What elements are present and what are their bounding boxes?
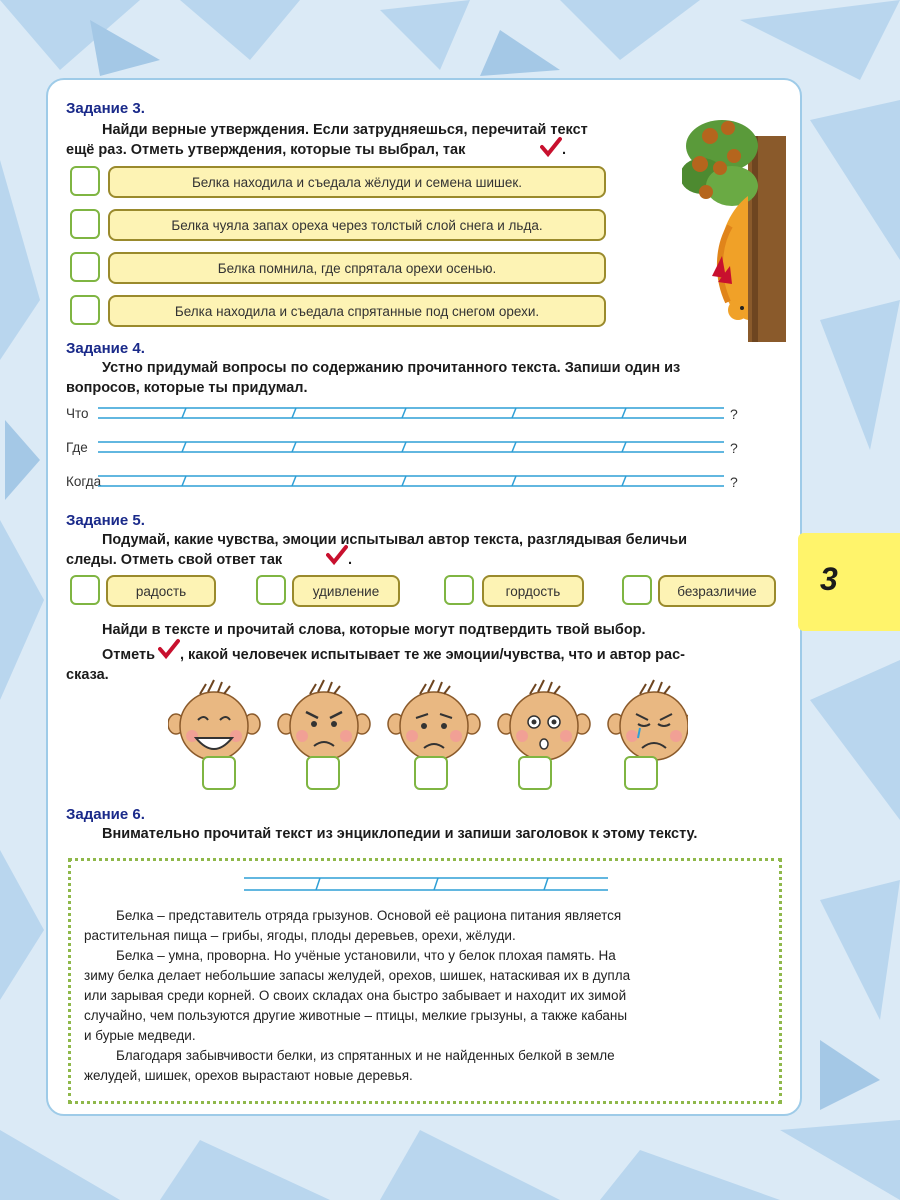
question-mark-3: ? <box>730 474 738 490</box>
face-checkbox-3[interactable] <box>414 756 448 790</box>
emotion-checkbox-1[interactable] <box>70 575 100 605</box>
task-3-option-4: Белка находила и съедала спрятанные под снегом орехи. <box>108 295 606 327</box>
emotion-checkbox-2[interactable] <box>256 575 286 605</box>
task-3-option-3: Белка помнила, где спрятала орехи осенью. <box>108 252 606 284</box>
emotion-checkbox-4[interactable] <box>622 575 652 605</box>
task-5-mark-line-2: сказа. <box>66 667 109 683</box>
task-3-option-1: Белка находила и съедала жёлуди и семена шишек. <box>108 166 606 198</box>
task-5-instruction-line-1: Подумай, какие чувства, эмоции испытывал автор текста, разглядывая беличьи <box>102 532 688 548</box>
question-mark-2: ? <box>730 440 738 456</box>
happy-face-icon <box>168 680 260 760</box>
encyclopedia-paragraph-3-rest: желудей, шишек, орехов вырастают новые деревья. <box>84 1068 413 1083</box>
encyclopedia-paragraph-2-line-4: случайно, чем пользуются другие животные – птицы, мелкие грызуны, а также кабаны <box>84 1008 628 1023</box>
task-5-find-text: Найди в тексте и прочитай слова, которые могут подтвердить твой выбор. <box>102 622 646 638</box>
page-number-tab <box>798 533 900 631</box>
encyclopedia-paragraph-2-line-5: и бурые медведи. <box>84 1028 196 1043</box>
task-5-instruction-line-2: следы. Отметь свой ответ так <box>66 552 283 568</box>
question-mark-1: ? <box>730 406 738 422</box>
emotion-option-surprise: удивление <box>292 575 400 607</box>
task-3-checkbox-4[interactable] <box>70 295 100 325</box>
emotion-checkbox-3[interactable] <box>444 575 474 605</box>
face-checkbox-1[interactable] <box>202 756 236 790</box>
task-5-mark-line-1-start: Отметь <box>102 647 155 663</box>
task-4-label: Задание 4. <box>66 340 145 357</box>
angry-face-icon <box>278 680 370 760</box>
emotion-option-pride: гордость <box>482 575 584 607</box>
crying-face-icon <box>608 680 688 760</box>
task-3-label: Задание 3. <box>66 100 145 117</box>
question-word-what: Что <box>66 406 89 421</box>
page-number: 3 <box>820 561 838 597</box>
task-6-label: Задание 6. <box>66 806 145 823</box>
surprised-face-icon <box>498 680 590 760</box>
task-3-instruction-line-1: Найди верные утверждения. Если затрудняешься, перечитай текст <box>102 122 588 138</box>
emotion-option-indifference: безразличие <box>658 575 776 607</box>
check-mark-icon <box>540 136 562 158</box>
question-word-when: Когда <box>66 474 102 489</box>
task-4-instruction-line-2: вопросов, которые ты придумал. <box>66 380 308 396</box>
emotion-option-joy: радость <box>106 575 216 607</box>
check-mark-icon <box>158 638 180 660</box>
encyclopedia-paragraph-2-line-2: зиму белка делает небольшие запасы желудей, орехов, шишек, натаскивая их в дупла <box>84 968 631 983</box>
question-word-where: Где <box>66 440 88 455</box>
task-5-mark-line-1-end: , какой человечек испытывает те же эмоции/чувства, что и автор рас- <box>180 647 686 663</box>
title-writing-lines[interactable] <box>244 872 608 900</box>
task-3-option-2: Белка чуяла запах ореха через толстый слой снега и льда. <box>108 209 606 241</box>
encyclopedia-paragraph-2-first: Белка – умна, проворна. Но учёные установили, что у белок плохая память. На <box>116 948 616 963</box>
writing-lines-task-4[interactable] <box>98 400 728 496</box>
sad-face-icon <box>388 680 480 760</box>
encyclopedia-paragraph-1-rest: растительная пища – грибы, ягоды, плоды деревьев, орехи, жёлуди. <box>84 928 516 943</box>
squirrel-illustration <box>682 106 786 342</box>
task-4-instruction-line-1: Устно придумай вопросы по содержанию прочитанного текста. Запиши один из <box>102 360 681 376</box>
task-3-checkbox-3[interactable] <box>70 252 100 282</box>
task-3-checkbox-2[interactable] <box>70 209 100 239</box>
task-3-checkbox-1[interactable] <box>70 166 100 196</box>
face-checkbox-5[interactable] <box>624 756 658 790</box>
encyclopedia-paragraph-1-first: Белка – представитель отряда грызунов. Основой её рациона питания является <box>116 908 622 923</box>
encyclopedia-paragraph-3-first: Благодаря забывчивости белки, из спрятанных и не найденных белкой в земле <box>116 1048 615 1063</box>
task-5-label: Задание 5. <box>66 512 145 529</box>
task-6-instruction: Внимательно прочитай текст из энциклопедии и запиши заголовок к этому тексту. <box>102 826 698 842</box>
encyclopedia-paragraph-2-line-3: или зарывая среди корней. О своих складах она быстро забывает и находит их зимой <box>84 988 627 1003</box>
task-3-instruction-line-2: ещё раз. Отметь утверждения, которые ты выбрал, так <box>66 142 466 158</box>
face-checkbox-2[interactable] <box>306 756 340 790</box>
check-mark-icon <box>326 544 348 566</box>
face-checkbox-4[interactable] <box>518 756 552 790</box>
